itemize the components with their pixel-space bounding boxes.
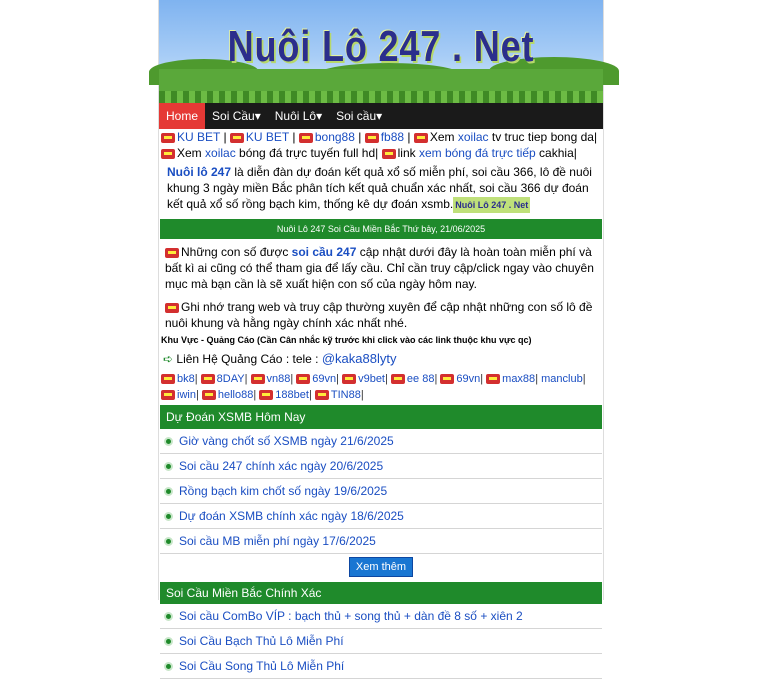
ad-link[interactable]: max88 <box>502 373 536 385</box>
grass-strip <box>159 91 603 103</box>
list-item[interactable] <box>160 504 602 529</box>
menu-soi-cau-2[interactable]: Soi cầu▾ <box>336 109 383 123</box>
see-more-button[interactable]: Xem thêm <box>349 557 413 577</box>
list-item-link[interactable]: Rồng bạch kim chốt số ngày 19/6/2025 <box>179 484 388 498</box>
ad-link[interactable]: manclub <box>541 373 583 385</box>
ad-link[interactable]: hello88 <box>217 389 254 401</box>
para-text: Ghi nhớ trang web và truy cập thường xuyên để cập nhật những con số lô đề nuôi khung và hằng ngày chính xác nhất nhé. <box>165 300 593 330</box>
xem-text: bóng đá trực tuyến full hd <box>235 146 376 160</box>
soicau-list <box>160 604 602 679</box>
hot-icon <box>251 374 265 384</box>
hot-icon <box>202 390 216 400</box>
contact-telegram-link[interactable]: @kaka88lyty <box>321 351 397 366</box>
pointer-icon: ➪ <box>163 352 174 366</box>
ad-link[interactable]: 188bet <box>275 389 309 401</box>
hot-icon <box>161 390 175 400</box>
section-soicau-title: Soi Cầu Miền Bắc Chính Xác <box>160 582 602 604</box>
xem-text: Xem <box>429 130 458 144</box>
hot-icon <box>161 149 175 159</box>
mini-logo: Nuôi Lô 247 . Net <box>453 197 530 213</box>
ad-links: bk8| 8DAY| vn88| 69vn| v9bet| ee 88| 69vn| max88| manclub| iwin| hello88| 188bet| TIN88| <box>159 371 603 403</box>
bullet-icon <box>164 662 173 671</box>
bullet-icon <box>164 612 173 621</box>
link-text: cakhia <box>535 146 574 160</box>
xem-text: Xem <box>177 146 206 160</box>
hot-icon <box>161 374 175 384</box>
xem-text: tv truc tiep bong da <box>488 130 594 144</box>
main-menu <box>159 103 603 129</box>
list-item[interactable] <box>160 454 602 479</box>
hot-icon <box>486 374 500 384</box>
list-item-link[interactable]: Soi Cầu Song Thủ Lô Miễn Phí <box>179 659 345 673</box>
ad-link[interactable]: v9bet <box>358 373 385 385</box>
bullet-icon <box>164 437 173 446</box>
xsmb-list <box>160 429 602 554</box>
list-item[interactable] <box>160 479 602 504</box>
ad-link[interactable]: 69vn <box>456 373 481 385</box>
hot-icon <box>342 374 356 384</box>
hot-icon <box>299 133 313 143</box>
link-xoilac-2[interactable]: xoilac <box>205 146 236 160</box>
ad-link[interactable]: vn88 <box>266 373 291 385</box>
bullet-icon <box>164 537 173 546</box>
list-item[interactable] <box>160 629 602 654</box>
link-soi-cau-247[interactable]: soi cầu 247 <box>291 245 357 259</box>
hot-icon <box>391 374 405 384</box>
link-fb88[interactable]: fb88 <box>380 130 405 144</box>
list-item[interactable] <box>160 604 602 629</box>
bullet-icon <box>164 462 173 471</box>
ad-link[interactable]: 8DAY <box>216 373 245 385</box>
page-container <box>158 0 604 673</box>
list-item-link[interactable]: Soi cầu 247 chính xác ngày 20/6/2025 <box>179 459 384 473</box>
para-text: Những con số được <box>181 245 292 259</box>
list-item[interactable] <box>160 654 602 679</box>
hot-icon <box>382 149 396 159</box>
list-item[interactable] <box>160 429 602 454</box>
link-xoilac[interactable]: xoilac <box>457 130 489 144</box>
menu-nuoi-lo[interactable]: Nuôi Lô▾ <box>274 109 323 123</box>
link-truc-tiep[interactable]: xem bóng đá trực tiếp <box>418 146 536 160</box>
list-item-link[interactable]: Soi Cầu Bạch Thủ Lô Miễn Phí <box>179 634 344 648</box>
hot-icon <box>165 303 179 313</box>
hot-icon <box>296 374 310 384</box>
hot-icon <box>201 374 215 384</box>
bullet-icon <box>164 512 173 521</box>
site-banner[interactable] <box>159 0 603 103</box>
hot-icon <box>440 374 454 384</box>
link-kubet-2[interactable]: KU BET <box>245 130 290 144</box>
intro-body: là diễn đàn dự đoán kết quả xổ số miễn phí, soi cầu 366, lô đề nuôi khung 3 ngày miền Bắc phân tích kết quả chuẩn xác nhất, soi cầu 366 dự đoán kết quả xổ số rồng bạch kim, thống kê dự đoán xsmb. <box>167 165 592 211</box>
hot-icon <box>230 133 244 143</box>
info-paragraph-1 <box>159 241 603 296</box>
hot-icon <box>315 390 329 400</box>
section-xsmb-title: Dự Đoán XSMB Hôm Nay <box>160 405 602 429</box>
more-wrap <box>159 554 603 580</box>
link-kubet[interactable]: KU BET <box>177 130 221 144</box>
bullet-icon <box>164 637 173 646</box>
para-text: cập nhật dưới đây là hoàn toàn miễn phí và bất kì ai cũng có thể tham gia để lấy cầu. Chỉ cần truy cập/click ngay vào chuyên mục mà bạn cần là sẽ xuất hiện con số của ngày hôm nay. <box>165 245 594 291</box>
hot-icon <box>365 133 379 143</box>
list-item-link[interactable]: Soi cầu ComBo VÍP : bạch thủ + song thủ + dàn đề 8 số + xiên 2 <box>179 609 523 623</box>
hot-icon <box>414 133 428 143</box>
link-text: link <box>397 146 419 160</box>
bullet-icon <box>164 487 173 496</box>
ad-area-title: Khu Vực - Quảng Cáo (Cần Cân nhắc kỹ trước khi click vào các link thuộc khu vực qc) <box>161 335 532 345</box>
intro-text <box>159 161 603 217</box>
list-item-link[interactable]: Soi cầu MB miễn phí ngày 17/6/2025 <box>179 534 376 548</box>
intro-brand-link[interactable]: Nuôi lô 247 <box>167 165 232 179</box>
hot-icon <box>259 390 273 400</box>
ad-link[interactable]: ee 88 <box>406 373 435 385</box>
list-item[interactable] <box>160 529 602 554</box>
ad-contact <box>159 347 603 371</box>
ad-link[interactable]: TIN88 <box>330 389 361 401</box>
top-links: KU BET | KU BET | bong88 | fb88 | Xem xoilac tv truc tiep bong da| Xem xoilac bóng đá trực tuyến full hd| link xem bóng đá trực tiếp cakhia| <box>159 129 603 161</box>
menu-home[interactable]: Home <box>159 103 205 129</box>
date-bar: Nuôi Lô 247 Soi Cầu Miền Bắc Thứ bảy, 21/06/2025 <box>160 219 602 239</box>
link-bong88[interactable]: bong88 <box>314 130 355 144</box>
ad-link[interactable]: bk8 <box>177 373 195 385</box>
ad-link[interactable]: iwin <box>177 389 196 401</box>
info-paragraph-2 <box>159 296 603 335</box>
list-item-link[interactable]: Dự đoán XSMB chính xác ngày 18/6/2025 <box>179 509 404 523</box>
hot-icon <box>165 248 179 258</box>
contact-label: Liên Hệ Quảng Cáo : tele : <box>176 352 322 366</box>
hot-icon <box>161 133 175 143</box>
list-item-link[interactable]: Giờ vàng chốt số XSMB ngày 21/6/2025 <box>179 434 394 448</box>
ad-link[interactable]: 69vn <box>312 373 337 385</box>
menu-soi-cau[interactable]: Soi Cầu▾ <box>212 109 261 123</box>
site-logo-title[interactable]: Nuôi Lô 247 . Net <box>227 22 535 71</box>
